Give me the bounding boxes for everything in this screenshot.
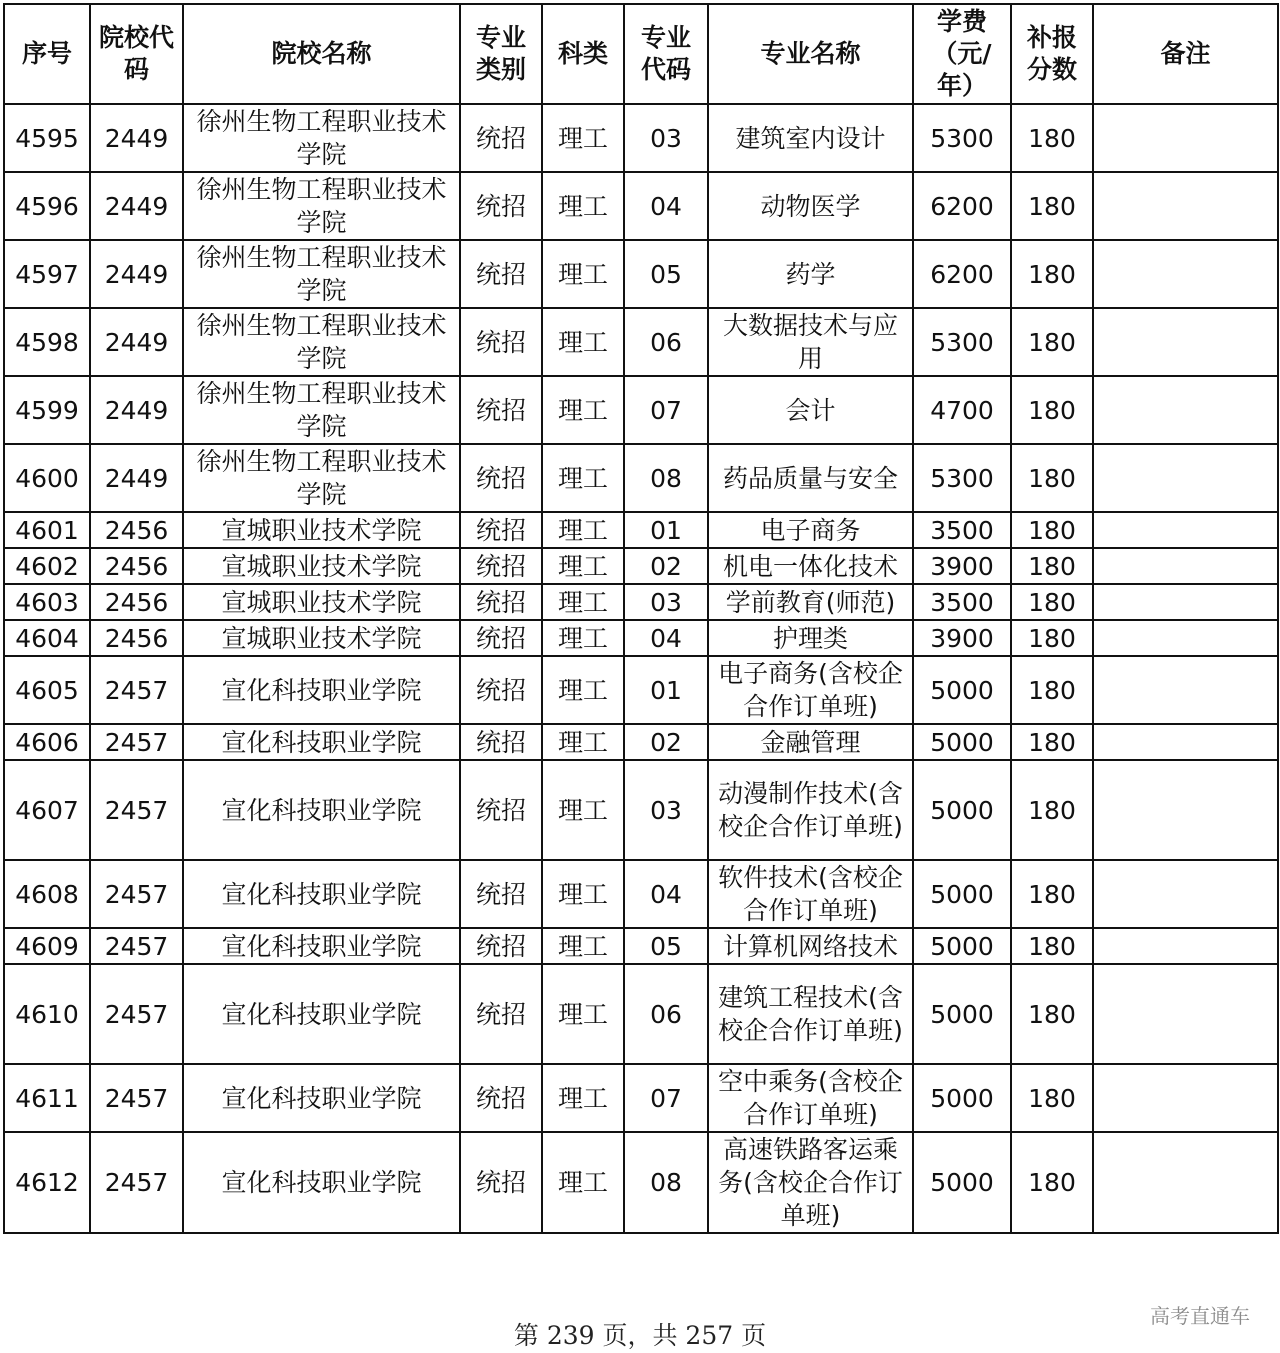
cell-tuition: 5000 bbox=[913, 656, 1011, 724]
cell-school-code: 2457 bbox=[90, 724, 183, 760]
cell-note bbox=[1093, 760, 1278, 860]
cell-category: 统招 bbox=[460, 760, 542, 860]
cell-score: 180 bbox=[1011, 376, 1093, 444]
header-cell-score: 补报分数 bbox=[1011, 4, 1093, 104]
cell-tuition: 5000 bbox=[913, 860, 1011, 928]
cell-category: 统招 bbox=[460, 928, 542, 964]
cell-score: 180 bbox=[1011, 928, 1093, 964]
cell-note bbox=[1093, 656, 1278, 724]
cell-no: 4601 bbox=[4, 512, 90, 548]
cell-score: 180 bbox=[1011, 444, 1093, 512]
cell-note bbox=[1093, 584, 1278, 620]
cell-school-name: 宣化科技职业学院 bbox=[183, 1132, 460, 1233]
cell-major-code: 03 bbox=[624, 104, 708, 172]
table-row bbox=[4, 444, 1278, 512]
cell-score: 180 bbox=[1011, 724, 1093, 760]
cell-school-name: 徐州生物工程职业技术学院 bbox=[183, 308, 460, 376]
cell-score: 180 bbox=[1011, 656, 1093, 724]
cell-tuition: 3900 bbox=[913, 548, 1011, 584]
table-row bbox=[4, 620, 1278, 656]
page-footer: 第 239 页，共 257 页 bbox=[513, 1321, 767, 1350]
cell-school-name: 徐州生物工程职业技术学院 bbox=[183, 376, 460, 444]
cell-major-code: 04 bbox=[624, 860, 708, 928]
cell-subject: 理工 bbox=[542, 308, 624, 376]
header-cell-no: 序号 bbox=[4, 4, 90, 104]
table-row bbox=[4, 760, 1278, 860]
cell-tuition: 6200 bbox=[913, 240, 1011, 308]
cell-major-name: 高速铁路客运乘务(含校企合作订单班) bbox=[708, 1132, 913, 1233]
cell-score: 180 bbox=[1011, 172, 1093, 240]
cell-major-name: 动漫制作技术(含校企合作订单班) bbox=[708, 760, 913, 860]
cell-school-name: 宣城职业技术学院 bbox=[183, 584, 460, 620]
cell-major-name: 学前教育(师范) bbox=[708, 584, 913, 620]
cell-major-name: 计算机网络技术 bbox=[708, 928, 913, 964]
cell-score: 180 bbox=[1011, 584, 1093, 620]
cell-subject: 理工 bbox=[542, 104, 624, 172]
cell-note bbox=[1093, 860, 1278, 928]
cell-major-code: 03 bbox=[624, 760, 708, 860]
cell-school-name: 宣城职业技术学院 bbox=[183, 548, 460, 584]
cell-major-code: 04 bbox=[624, 620, 708, 656]
table-row bbox=[4, 928, 1278, 964]
cell-major-name: 建筑室内设计 bbox=[708, 104, 913, 172]
cell-score: 180 bbox=[1011, 240, 1093, 308]
cell-no: 4609 bbox=[4, 928, 90, 964]
cell-major-name: 建筑工程技术(含校企合作订单班) bbox=[708, 964, 913, 1064]
cell-school-code: 2449 bbox=[90, 376, 183, 444]
cell-tuition: 5000 bbox=[913, 928, 1011, 964]
cell-note bbox=[1093, 928, 1278, 964]
cell-no: 4611 bbox=[4, 1064, 90, 1132]
header-cell-category: 专业类别 bbox=[460, 4, 542, 104]
cell-school-name: 宣化科技职业学院 bbox=[183, 964, 460, 1064]
cell-category: 统招 bbox=[460, 104, 542, 172]
cell-school-code: 2457 bbox=[90, 656, 183, 724]
cell-school-name: 宣化科技职业学院 bbox=[183, 760, 460, 860]
header-cell-school-name: 院校名称 bbox=[183, 4, 460, 104]
cell-school-name: 徐州生物工程职业技术学院 bbox=[183, 240, 460, 308]
cell-major-name: 软件技术(含校企合作订单班) bbox=[708, 860, 913, 928]
table-row bbox=[4, 104, 1278, 172]
cell-school-name: 宣化科技职业学院 bbox=[183, 656, 460, 724]
cell-note bbox=[1093, 512, 1278, 548]
cell-subject: 理工 bbox=[542, 548, 624, 584]
cell-school-code: 2457 bbox=[90, 1064, 183, 1132]
cell-school-code: 2457 bbox=[90, 860, 183, 928]
cell-major-name: 空中乘务(含校企合作订单班) bbox=[708, 1064, 913, 1132]
cell-note bbox=[1093, 308, 1278, 376]
cell-no: 4600 bbox=[4, 444, 90, 512]
cell-note bbox=[1093, 964, 1278, 1064]
cell-score: 180 bbox=[1011, 760, 1093, 860]
table-row bbox=[4, 724, 1278, 760]
watermark: 高考直通车 bbox=[1150, 1304, 1250, 1328]
cell-subject: 理工 bbox=[542, 928, 624, 964]
cell-note bbox=[1093, 1064, 1278, 1132]
cell-school-code: 2449 bbox=[90, 444, 183, 512]
cell-school-code: 2457 bbox=[90, 964, 183, 1064]
cell-school-code: 2457 bbox=[90, 928, 183, 964]
table-row bbox=[4, 308, 1278, 376]
cell-major-code: 06 bbox=[624, 964, 708, 1064]
cell-subject: 理工 bbox=[542, 964, 624, 1064]
cell-school-name: 宣化科技职业学院 bbox=[183, 724, 460, 760]
cell-subject: 理工 bbox=[542, 444, 624, 512]
cell-school-code: 2449 bbox=[90, 172, 183, 240]
cell-score: 180 bbox=[1011, 512, 1093, 548]
cell-major-code: 08 bbox=[624, 1132, 708, 1233]
cell-subject: 理工 bbox=[542, 240, 624, 308]
header-cell-tuition: 学费（元/年） bbox=[913, 4, 1011, 104]
header-cell-subject: 科类 bbox=[542, 4, 624, 104]
cell-tuition: 5000 bbox=[913, 1064, 1011, 1132]
cell-category: 统招 bbox=[460, 656, 542, 724]
header-cell-major-name: 专业名称 bbox=[708, 4, 913, 104]
cell-tuition: 5300 bbox=[913, 104, 1011, 172]
cell-no: 4602 bbox=[4, 548, 90, 584]
cell-subject: 理工 bbox=[542, 860, 624, 928]
header-cell-school-code: 院校代码 bbox=[90, 4, 183, 104]
cell-note bbox=[1093, 444, 1278, 512]
cell-major-name: 电子商务 bbox=[708, 512, 913, 548]
cell-major-name: 会计 bbox=[708, 376, 913, 444]
cell-score: 180 bbox=[1011, 104, 1093, 172]
cell-major-code: 02 bbox=[624, 724, 708, 760]
cell-school-name: 宣城职业技术学院 bbox=[183, 512, 460, 548]
cell-category: 统招 bbox=[460, 172, 542, 240]
cell-category: 统招 bbox=[460, 964, 542, 1064]
cell-score: 180 bbox=[1011, 1132, 1093, 1233]
cell-tuition: 3900 bbox=[913, 620, 1011, 656]
cell-major-code: 02 bbox=[624, 548, 708, 584]
cell-tuition: 3500 bbox=[913, 512, 1011, 548]
table-row bbox=[4, 376, 1278, 444]
cell-category: 统招 bbox=[460, 308, 542, 376]
cell-note bbox=[1093, 104, 1278, 172]
cell-subject: 理工 bbox=[542, 656, 624, 724]
cell-subject: 理工 bbox=[542, 376, 624, 444]
cell-tuition: 5000 bbox=[913, 724, 1011, 760]
enrollment-table bbox=[3, 3, 1279, 1234]
cell-no: 4598 bbox=[4, 308, 90, 376]
table-row bbox=[4, 964, 1278, 1064]
cell-no: 4608 bbox=[4, 860, 90, 928]
cell-no: 4596 bbox=[4, 172, 90, 240]
cell-note bbox=[1093, 376, 1278, 444]
cell-category: 统招 bbox=[460, 860, 542, 928]
cell-tuition: 6200 bbox=[913, 172, 1011, 240]
table-row bbox=[4, 1064, 1278, 1132]
cell-school-code: 2457 bbox=[90, 1132, 183, 1233]
cell-category: 统招 bbox=[460, 444, 542, 512]
cell-school-code: 2457 bbox=[90, 760, 183, 860]
cell-major-name: 金融管理 bbox=[708, 724, 913, 760]
cell-school-name: 宣化科技职业学院 bbox=[183, 928, 460, 964]
cell-subject: 理工 bbox=[542, 512, 624, 548]
cell-major-name: 药品质量与安全 bbox=[708, 444, 913, 512]
cell-category: 统招 bbox=[460, 724, 542, 760]
cell-major-code: 07 bbox=[624, 376, 708, 444]
cell-school-name: 徐州生物工程职业技术学院 bbox=[183, 444, 460, 512]
cell-note bbox=[1093, 620, 1278, 656]
cell-score: 180 bbox=[1011, 964, 1093, 1064]
cell-category: 统招 bbox=[460, 548, 542, 584]
cell-no: 4604 bbox=[4, 620, 90, 656]
cell-school-name: 宣化科技职业学院 bbox=[183, 1064, 460, 1132]
cell-tuition: 3500 bbox=[913, 584, 1011, 620]
cell-subject: 理工 bbox=[542, 1064, 624, 1132]
cell-subject: 理工 bbox=[542, 724, 624, 760]
cell-major-name: 护理类 bbox=[708, 620, 913, 656]
cell-major-code: 01 bbox=[624, 656, 708, 724]
cell-note bbox=[1093, 1132, 1278, 1233]
table-row bbox=[4, 860, 1278, 928]
cell-major-name: 药学 bbox=[708, 240, 913, 308]
cell-category: 统招 bbox=[460, 1132, 542, 1233]
cell-major-code: 07 bbox=[624, 1064, 708, 1132]
header-cell-major-code: 专业代码 bbox=[624, 4, 708, 104]
cell-no: 4597 bbox=[4, 240, 90, 308]
cell-note bbox=[1093, 172, 1278, 240]
cell-category: 统招 bbox=[460, 240, 542, 308]
cell-subject: 理工 bbox=[542, 584, 624, 620]
cell-no: 4595 bbox=[4, 104, 90, 172]
cell-major-code: 04 bbox=[624, 172, 708, 240]
cell-major-code: 08 bbox=[624, 444, 708, 512]
cell-tuition: 5300 bbox=[913, 308, 1011, 376]
cell-school-code: 2449 bbox=[90, 308, 183, 376]
cell-major-name: 电子商务(含校企合作订单班) bbox=[708, 656, 913, 724]
cell-school-code: 2449 bbox=[90, 240, 183, 308]
cell-no: 4610 bbox=[4, 964, 90, 1064]
table-row bbox=[4, 584, 1278, 620]
cell-subject: 理工 bbox=[542, 620, 624, 656]
cell-category: 统招 bbox=[460, 376, 542, 444]
cell-major-code: 01 bbox=[624, 512, 708, 548]
cell-no: 4603 bbox=[4, 584, 90, 620]
cell-major-code: 05 bbox=[624, 240, 708, 308]
cell-score: 180 bbox=[1011, 308, 1093, 376]
cell-note bbox=[1093, 240, 1278, 308]
cell-school-code: 2456 bbox=[90, 548, 183, 584]
cell-no: 4612 bbox=[4, 1132, 90, 1233]
cell-no: 4599 bbox=[4, 376, 90, 444]
header-cell-note: 备注 bbox=[1093, 4, 1278, 104]
cell-tuition: 5000 bbox=[913, 964, 1011, 1064]
cell-school-name: 宣城职业技术学院 bbox=[183, 620, 460, 656]
cell-subject: 理工 bbox=[542, 1132, 624, 1233]
cell-major-code: 03 bbox=[624, 584, 708, 620]
cell-school-code: 2456 bbox=[90, 512, 183, 548]
cell-school-name: 徐州生物工程职业技术学院 bbox=[183, 104, 460, 172]
cell-category: 统招 bbox=[460, 1064, 542, 1132]
cell-tuition: 5000 bbox=[913, 760, 1011, 860]
cell-note bbox=[1093, 548, 1278, 584]
table-row bbox=[4, 172, 1278, 240]
cell-category: 统招 bbox=[460, 584, 542, 620]
cell-tuition: 5300 bbox=[913, 444, 1011, 512]
table-row bbox=[4, 1132, 1278, 1233]
cell-major-code: 05 bbox=[624, 928, 708, 964]
cell-note bbox=[1093, 724, 1278, 760]
table-row bbox=[4, 512, 1278, 548]
cell-major-name: 机电一体化技术 bbox=[708, 548, 913, 584]
table-row bbox=[4, 548, 1278, 584]
cell-score: 180 bbox=[1011, 548, 1093, 584]
cell-school-code: 2449 bbox=[90, 104, 183, 172]
cell-subject: 理工 bbox=[542, 172, 624, 240]
cell-major-name: 动物医学 bbox=[708, 172, 913, 240]
cell-no: 4605 bbox=[4, 656, 90, 724]
cell-major-code: 06 bbox=[624, 308, 708, 376]
cell-tuition: 5000 bbox=[913, 1132, 1011, 1233]
cell-school-name: 徐州生物工程职业技术学院 bbox=[183, 172, 460, 240]
cell-no: 4607 bbox=[4, 760, 90, 860]
cell-no: 4606 bbox=[4, 724, 90, 760]
cell-score: 180 bbox=[1011, 860, 1093, 928]
table-row bbox=[4, 656, 1278, 724]
header-row bbox=[4, 4, 1278, 104]
cell-school-name: 宣化科技职业学院 bbox=[183, 860, 460, 928]
cell-category: 统招 bbox=[460, 620, 542, 656]
cell-subject: 理工 bbox=[542, 760, 624, 860]
table-row bbox=[4, 240, 1278, 308]
cell-school-code: 2456 bbox=[90, 584, 183, 620]
cell-score: 180 bbox=[1011, 1064, 1093, 1132]
cell-tuition: 4700 bbox=[913, 376, 1011, 444]
cell-score: 180 bbox=[1011, 620, 1093, 656]
cell-school-code: 2456 bbox=[90, 620, 183, 656]
cell-category: 统招 bbox=[460, 512, 542, 548]
cell-major-name: 大数据技术与应用 bbox=[708, 308, 913, 376]
